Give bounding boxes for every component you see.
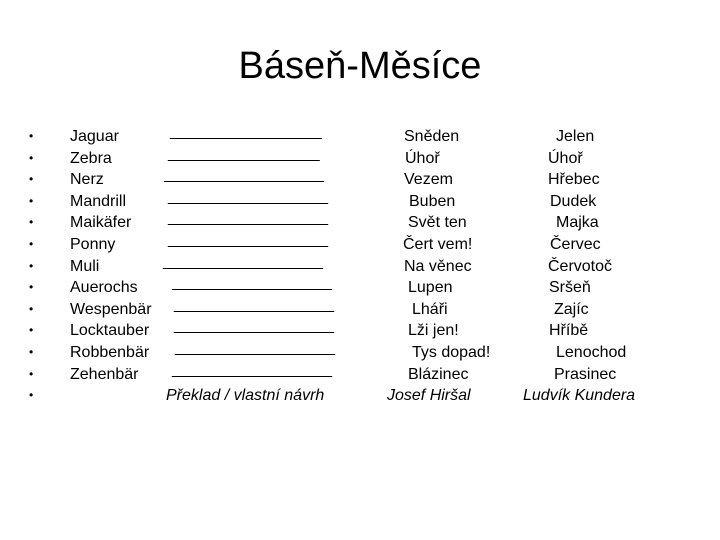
blank-line: ___________________: [168, 209, 328, 227]
poem-row: [0, 209, 720, 234]
poem-row: [0, 360, 720, 386]
kundera-word: Červec: [550, 235, 601, 253]
bullet: •: [29, 344, 34, 359]
bullet: •: [29, 366, 34, 381]
translation-caption: Překlad / vlastní návrh: [166, 387, 325, 405]
hirsal-word: Sněden: [404, 128, 460, 145]
hirsal-word: Buben: [409, 192, 456, 210]
blank-line: __________________: [168, 144, 320, 162]
bullet: •: [29, 388, 34, 403]
hirsal-word: Svět ten: [408, 214, 467, 232]
hirsal-word: Lháři: [412, 300, 448, 318]
poem-row: [0, 187, 720, 213]
kundera-word: Zajíc: [554, 300, 589, 318]
kundera-word: Úhoř: [548, 149, 583, 167]
german-word: Nerz: [70, 171, 104, 189]
german-word: Auerochs: [70, 279, 138, 297]
german-word: Ponny: [70, 235, 116, 253]
bullet: •: [29, 258, 34, 273]
german-word: Muli: [70, 257, 100, 275]
poem-row: [0, 230, 720, 256]
poem-row: [0, 317, 720, 342]
bullet: •: [29, 280, 34, 295]
blank-line: ___________________: [172, 360, 332, 378]
hirsal-word: Na věnec: [404, 257, 472, 275]
bullet: •: [29, 215, 34, 230]
german-word: Zehenbär: [70, 365, 139, 383]
kundera-word: Majka: [556, 214, 599, 232]
german-word: Maikäfer: [70, 214, 132, 232]
poem-row: [0, 274, 720, 299]
german-word: Mandrill: [70, 192, 127, 210]
kundera-word: Červotoč: [548, 257, 613, 275]
bullet: •: [29, 193, 34, 208]
blank-line: ___________________: [174, 317, 334, 335]
hirsal-word: Lži jen!: [408, 322, 459, 340]
poem-row: [0, 123, 720, 148]
translator-kundera: Ludvík Kundera: [523, 387, 636, 405]
poem-row: [0, 166, 720, 191]
kundera-word: Prasinec: [554, 365, 617, 383]
bullet: •: [29, 323, 34, 338]
kundera-word: Sršeň: [549, 279, 591, 297]
hirsal-word: Vezem: [404, 171, 453, 189]
blank-line: ___________________: [168, 187, 328, 205]
bullet: •: [29, 301, 34, 316]
credits-row: [0, 385, 720, 407]
blank-line: ___________________: [168, 230, 328, 248]
poem-row: [0, 338, 720, 364]
hirsal-word: Lupen: [408, 279, 453, 297]
bullet: •: [29, 129, 34, 143]
hirsal-word: Tys dopad!: [412, 343, 491, 361]
german-word: Wespenbär: [70, 300, 152, 318]
bullet: •: [29, 150, 34, 165]
poem-row: [0, 295, 720, 321]
hirsal-word: Blázinec: [408, 365, 469, 383]
kundera-word: Hřebec: [548, 171, 600, 189]
bullet: •: [29, 172, 34, 187]
german-word: Jaguar: [70, 128, 119, 145]
german-word: Robbenbär: [70, 343, 150, 361]
bullet: •: [29, 236, 34, 251]
blank-line: ___________________: [163, 252, 323, 270]
german-word: Locktauber: [70, 322, 150, 340]
poem-table: [0, 123, 720, 407]
blank-line: ___________________: [174, 295, 334, 313]
hirsal-word: Úhoř: [405, 149, 440, 167]
kundera-word: Hříbě: [549, 322, 589, 340]
blank-line: __________________: [170, 123, 322, 140]
kundera-word: Jelen: [556, 128, 595, 145]
hirsal-word: Čert vem!: [403, 235, 473, 253]
translator-hirsal: Josef Hiršal: [387, 387, 471, 405]
kundera-word: Lenochod: [556, 343, 627, 361]
blank-line: ___________________: [175, 338, 335, 356]
kundera-word: Dudek: [550, 192, 597, 210]
poem-row: [0, 144, 720, 170]
poem-row: [0, 252, 720, 278]
blank-line: ___________________: [172, 274, 332, 292]
blank-line: ___________________: [164, 166, 324, 184]
slide-title: Báseň-Měsíce: [238, 45, 482, 87]
german-word: Zebra: [70, 149, 112, 167]
